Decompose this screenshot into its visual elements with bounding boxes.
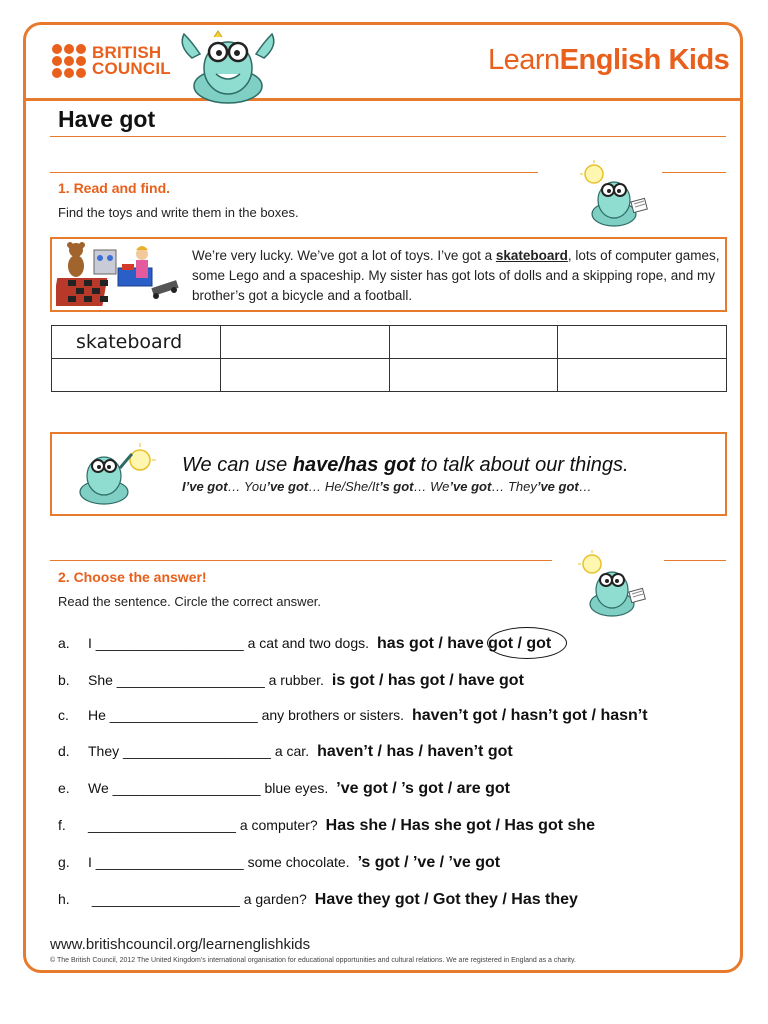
lightbulb-mascot-icon	[72, 440, 162, 506]
question-item	[58, 743, 513, 761]
thinking-mascot-icon	[574, 160, 658, 230]
section1-instruction: Find the toys and write them in the boxes.	[58, 205, 299, 220]
question-letter: f.	[58, 817, 66, 833]
footer-url-link[interactable]: www.britishcouncil.org/learnenglishkids	[50, 936, 311, 953]
brand-line-2: COUNCIL	[92, 59, 171, 78]
section2-rule	[50, 560, 552, 561]
tip-example-pronoun: He/She/It	[324, 479, 380, 494]
section2-rule-right	[664, 560, 726, 561]
tip-example-sep: …	[578, 479, 592, 494]
tip-text-bold: have/has got	[292, 454, 416, 476]
tip-example-verb: ’s got	[379, 479, 414, 494]
tip-example-pronoun: We	[430, 479, 450, 494]
question-item	[58, 635, 551, 653]
answer-box[interactable]	[389, 359, 558, 392]
question-letter: c.	[58, 707, 69, 723]
question-item	[58, 780, 510, 798]
question-sentence: ___________________ a garden?	[88, 891, 307, 907]
question-item	[58, 817, 595, 835]
passage-text-end: , lots of computer games, some Lego and a spaceship. My sister has got lots of dolls and a skipping rope, and my brother’s got a bicycle and a football.	[192, 248, 720, 303]
tip-text-pre: We can use	[182, 454, 293, 476]
tip-example-pronoun: They	[507, 479, 537, 494]
toys-illustration-icon	[56, 240, 180, 308]
section1-rule	[50, 172, 538, 173]
question-options[interactable]: Has she / Has she got / Has got she	[325, 817, 596, 834]
question-letter: g.	[58, 854, 70, 870]
question-sentence: ___________________ a computer?	[88, 817, 318, 833]
site-name-part1: Learn	[488, 44, 560, 76]
question-letter: h.	[58, 891, 70, 907]
question-sentence: She ___________________ a rubber.	[88, 672, 324, 688]
answer-box[interactable]	[52, 359, 221, 392]
header-divider	[26, 98, 742, 101]
page-title: Have got	[58, 106, 156, 132]
question-options[interactable]: has got / have got / got	[377, 635, 552, 652]
question-sentence: They ___________________ a car.	[88, 743, 310, 759]
answer-box[interactable]	[220, 326, 389, 359]
tip-example-sep: …	[308, 479, 325, 494]
question-letter: a.	[58, 635, 70, 651]
passage-keyword: skateboard	[495, 248, 568, 263]
tip-example-verb: ’ve got	[185, 479, 228, 494]
answer-row	[52, 359, 727, 392]
tip-example-verb: ’ve got	[449, 479, 492, 494]
monster-mascot-icon	[170, 28, 285, 106]
learnenglish-kids-logo	[488, 44, 729, 77]
answer-box[interactable]	[389, 326, 558, 359]
tip-example-verb: ’ve got	[266, 479, 309, 494]
question-item	[58, 854, 500, 872]
tip-example-sep: …	[491, 479, 508, 494]
answer-box[interactable]: skateboard	[52, 326, 221, 359]
british-council-logo	[52, 44, 171, 78]
question-item	[58, 891, 578, 909]
question-letter: b.	[58, 672, 70, 688]
question-sentence: He ___________________ any brothers or sisters.	[88, 707, 404, 723]
question-sentence: We ___________________ blue eyes.	[88, 780, 329, 796]
tip-example-sep: …	[227, 479, 244, 494]
answer-box[interactable]	[220, 359, 389, 392]
section1-rule-right	[662, 172, 726, 173]
tip-example-pronoun: You	[243, 479, 267, 494]
answer-box[interactable]	[558, 359, 727, 392]
question-options[interactable]: haven’t got / hasn’t got / hasn’t	[412, 707, 648, 724]
tip-statement	[182, 454, 629, 477]
question-sentence: I ___________________ some chocolate.	[88, 854, 350, 870]
question-letter: d.	[58, 743, 70, 759]
section2-instruction: Read the sentence. Circle the correct answer.	[58, 594, 322, 609]
answer-box[interactable]	[558, 326, 727, 359]
section1-heading: 1. Read and find.	[58, 180, 171, 196]
question-letter: e.	[58, 780, 70, 796]
thinking-mascot-icon	[572, 550, 656, 620]
question-options[interactable]: is got / has got / have got	[331, 672, 524, 689]
tip-examples	[182, 479, 592, 494]
question-item	[58, 707, 648, 725]
question-options[interactable]: ’s got / ’ve / ’ve got	[357, 854, 501, 871]
question-options[interactable]: haven’t / has / haven’t got	[317, 743, 513, 760]
answer-row	[52, 326, 727, 359]
passage-text-start: We’re very lucky. We’ve got a lot of toys. I’ve got a	[192, 248, 496, 263]
answer-circle	[487, 627, 567, 659]
section2-heading: 2. Choose the answer!	[58, 569, 207, 585]
answer-grid	[51, 325, 727, 392]
question-options[interactable]: ’ve got / ’s got / are got	[336, 780, 510, 797]
tip-example-pronoun: I	[182, 479, 186, 494]
title-underline	[50, 136, 726, 137]
question-item	[58, 672, 524, 690]
site-name-part2: English Kids	[559, 44, 730, 76]
tip-example-sep: …	[413, 479, 431, 494]
tip-example-verb: ’ve got	[536, 479, 579, 494]
brand-line-1: BRITISH	[92, 43, 162, 62]
reading-passage	[192, 246, 722, 306]
logo-dots-icon	[52, 44, 86, 78]
question-options[interactable]: Have they got / Got they / Has they	[314, 891, 578, 908]
tip-text-post: to talk about our things.	[415, 454, 629, 476]
question-sentence: I ___________________ a cat and two dogs.	[88, 635, 370, 651]
footer-copyright: © The British Council, 2012 The United Kingdom’s international organisation for educational opportunities and cultural relations. We are registered in England as a charity.	[50, 957, 576, 964]
